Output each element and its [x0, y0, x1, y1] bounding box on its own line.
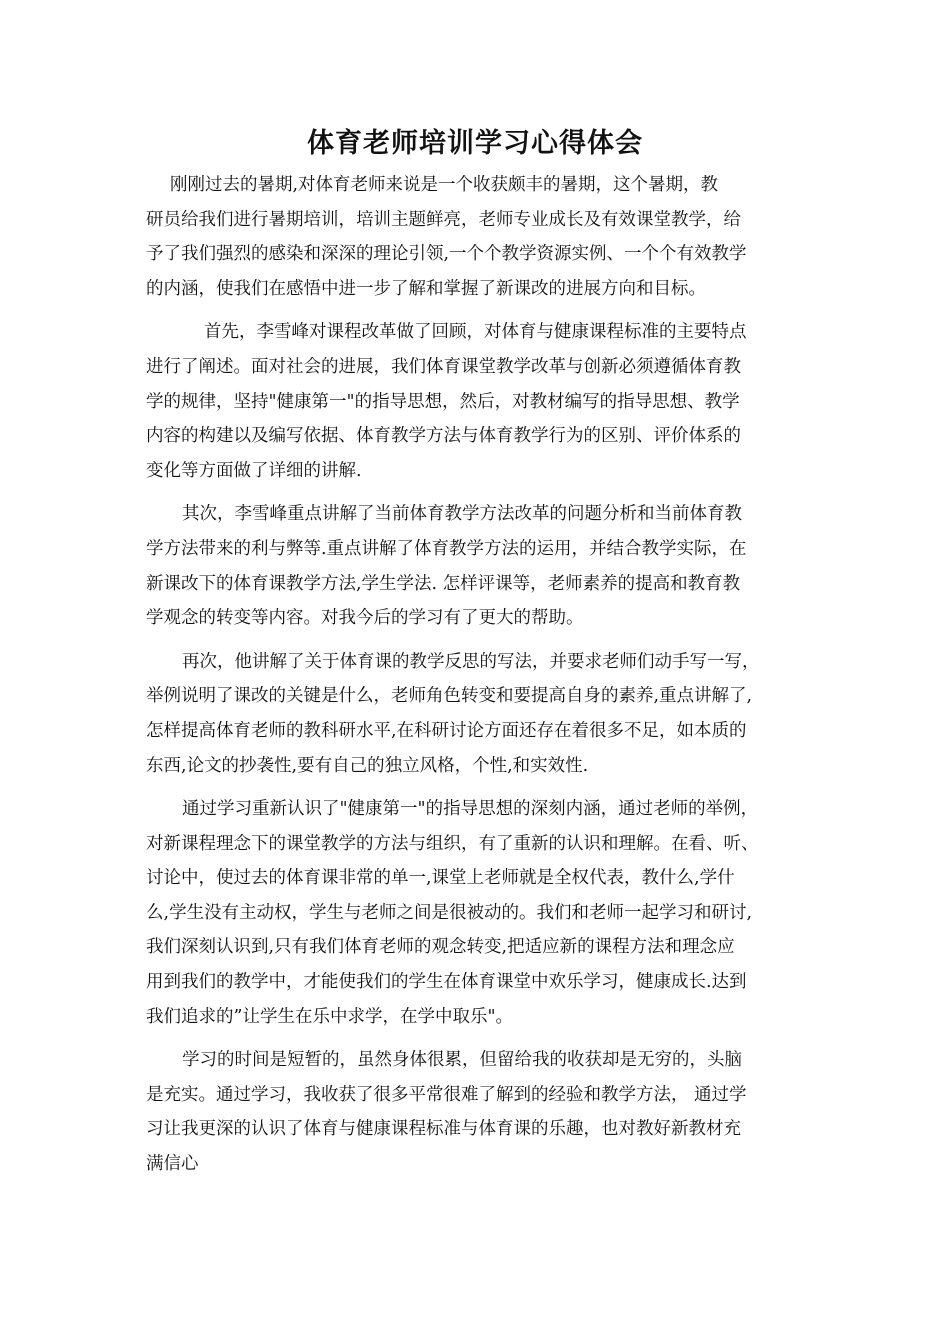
text-line: 讨论中，使过去的体育课非常的单一,课堂上老师就是全权代表，教什么,学什 [146, 868, 735, 889]
text-line: 满信心 [146, 1154, 199, 1175]
paragraph-gap [146, 1034, 812, 1043]
text-line: 予了我们强烈的感染和深深的理论引领,一个个教学资源实例、一个个有效教学 [146, 244, 747, 265]
paragraph-5 [146, 792, 812, 1034]
text-line: 通过学习重新认识了"健康第一"的指导思想的深刻内涵，通过老师的举例， [182, 799, 759, 820]
text-line: 研员给我们进行暑期培训，培训主题鲜亮，老师专业成长及有效课堂教学，给 [146, 209, 741, 230]
paragraph-gap [146, 636, 812, 645]
text-line: 举例说明了课改的关键是什么，老师角色转变和要提高自身的素养,重点讲解了, [146, 686, 753, 707]
text-line: 进行了阐述。面对社会的进展，我们体育课堂教学改革与创新必须遵循体育教 [146, 356, 741, 377]
text-line: 的内涵，使我们在感悟中进一步了解和掌握了新课改的进展方向和目标。 [146, 278, 706, 299]
text-line: 学方法带来的利与弊等.重点讲解了体育教学方法的运用，并结合教学实际，在 [146, 538, 747, 559]
document-body [146, 168, 812, 1182]
paragraph-1 [146, 168, 812, 306]
document-title: 体育老师培训学习心得体会 [307, 128, 643, 159]
text-line: 东西,论文的抄袭性,要有自己的独立风格，个性,和实效性. [146, 755, 589, 776]
text-line: 首先，李雪峰对课程改革做了回顾，对体育与健康课程标准的主要特点 [204, 322, 747, 343]
text-line: 学观念的转变等内容。对我今后的学习有了更大的帮助。 [146, 608, 584, 629]
text-line: 么,学生没有主动权，学生与老师之间是很被动的。我们和老师一起学习和研讨, [146, 902, 753, 923]
text-line: 新课改下的体育课教学方法,学生学法. 怎样评课等，老师素养的提高和教育教 [146, 573, 741, 594]
text-line: 用到我们的教学中，才能使我们的学生在体育课堂中欢乐学习，健康成长.达到 [146, 972, 747, 993]
text-line: 是充实。通过学习，我收获了很多平常很难了解到的经验和教学方法， 通过学 [146, 1084, 747, 1105]
paragraph-gap [146, 488, 812, 497]
text-line: 学习的时间是短暂的，虽然身体很累，但留给我的收获却是无穷的，头脑 [182, 1050, 742, 1071]
text-line: 刚刚过去的暑期,对体育老师来说是一个收获颇丰的暑期，这个暑期，教 [170, 175, 719, 195]
paragraph-gap [146, 306, 812, 315]
text-line: 我们深刻认识到,只有我们体育老师的观念转变,把适应新的课程方法和理念应 [146, 937, 735, 958]
text-line: 对新课程理念下的课堂教学的方法与组织，有了重新的认识和理解。在看、听、 [146, 833, 759, 854]
text-line: 其次，李雪峰重点讲解了当前体育教学方法改革的问题分析和当前体育教 [182, 504, 742, 525]
paragraph-6 [146, 1043, 812, 1181]
text-line: 学的规律，坚持"健康第一"的指导思想，然后，对教材编写的指导思想、教学 [146, 391, 740, 412]
text-line: 再次，他讲解了关于体育课的教学反思的写法，并要求老师们动手写一写， [182, 651, 760, 672]
text-line: 变化等方面做了详细的讲解. [146, 460, 362, 481]
text-line: 我们追求的”让学生在乐中求学，在学中取乐"。 [146, 1006, 513, 1027]
paragraph-4 [146, 645, 812, 783]
text-line: 内容的构建以及编写依据、体育教学方法与体育教学行为的区别、评价体系的 [146, 426, 741, 447]
text-line: 习让我更深的认识了体育与健康课程标准与体育课的乐趣，也对教好新教材充 [146, 1119, 741, 1140]
paragraph-2 [146, 315, 812, 488]
paragraph-gap [146, 783, 812, 792]
text-line: 怎样提高体育老师的教科研水平,在科研讨论方面还存在着很多不足，如本质的 [146, 720, 747, 741]
paragraph-3 [146, 497, 812, 635]
